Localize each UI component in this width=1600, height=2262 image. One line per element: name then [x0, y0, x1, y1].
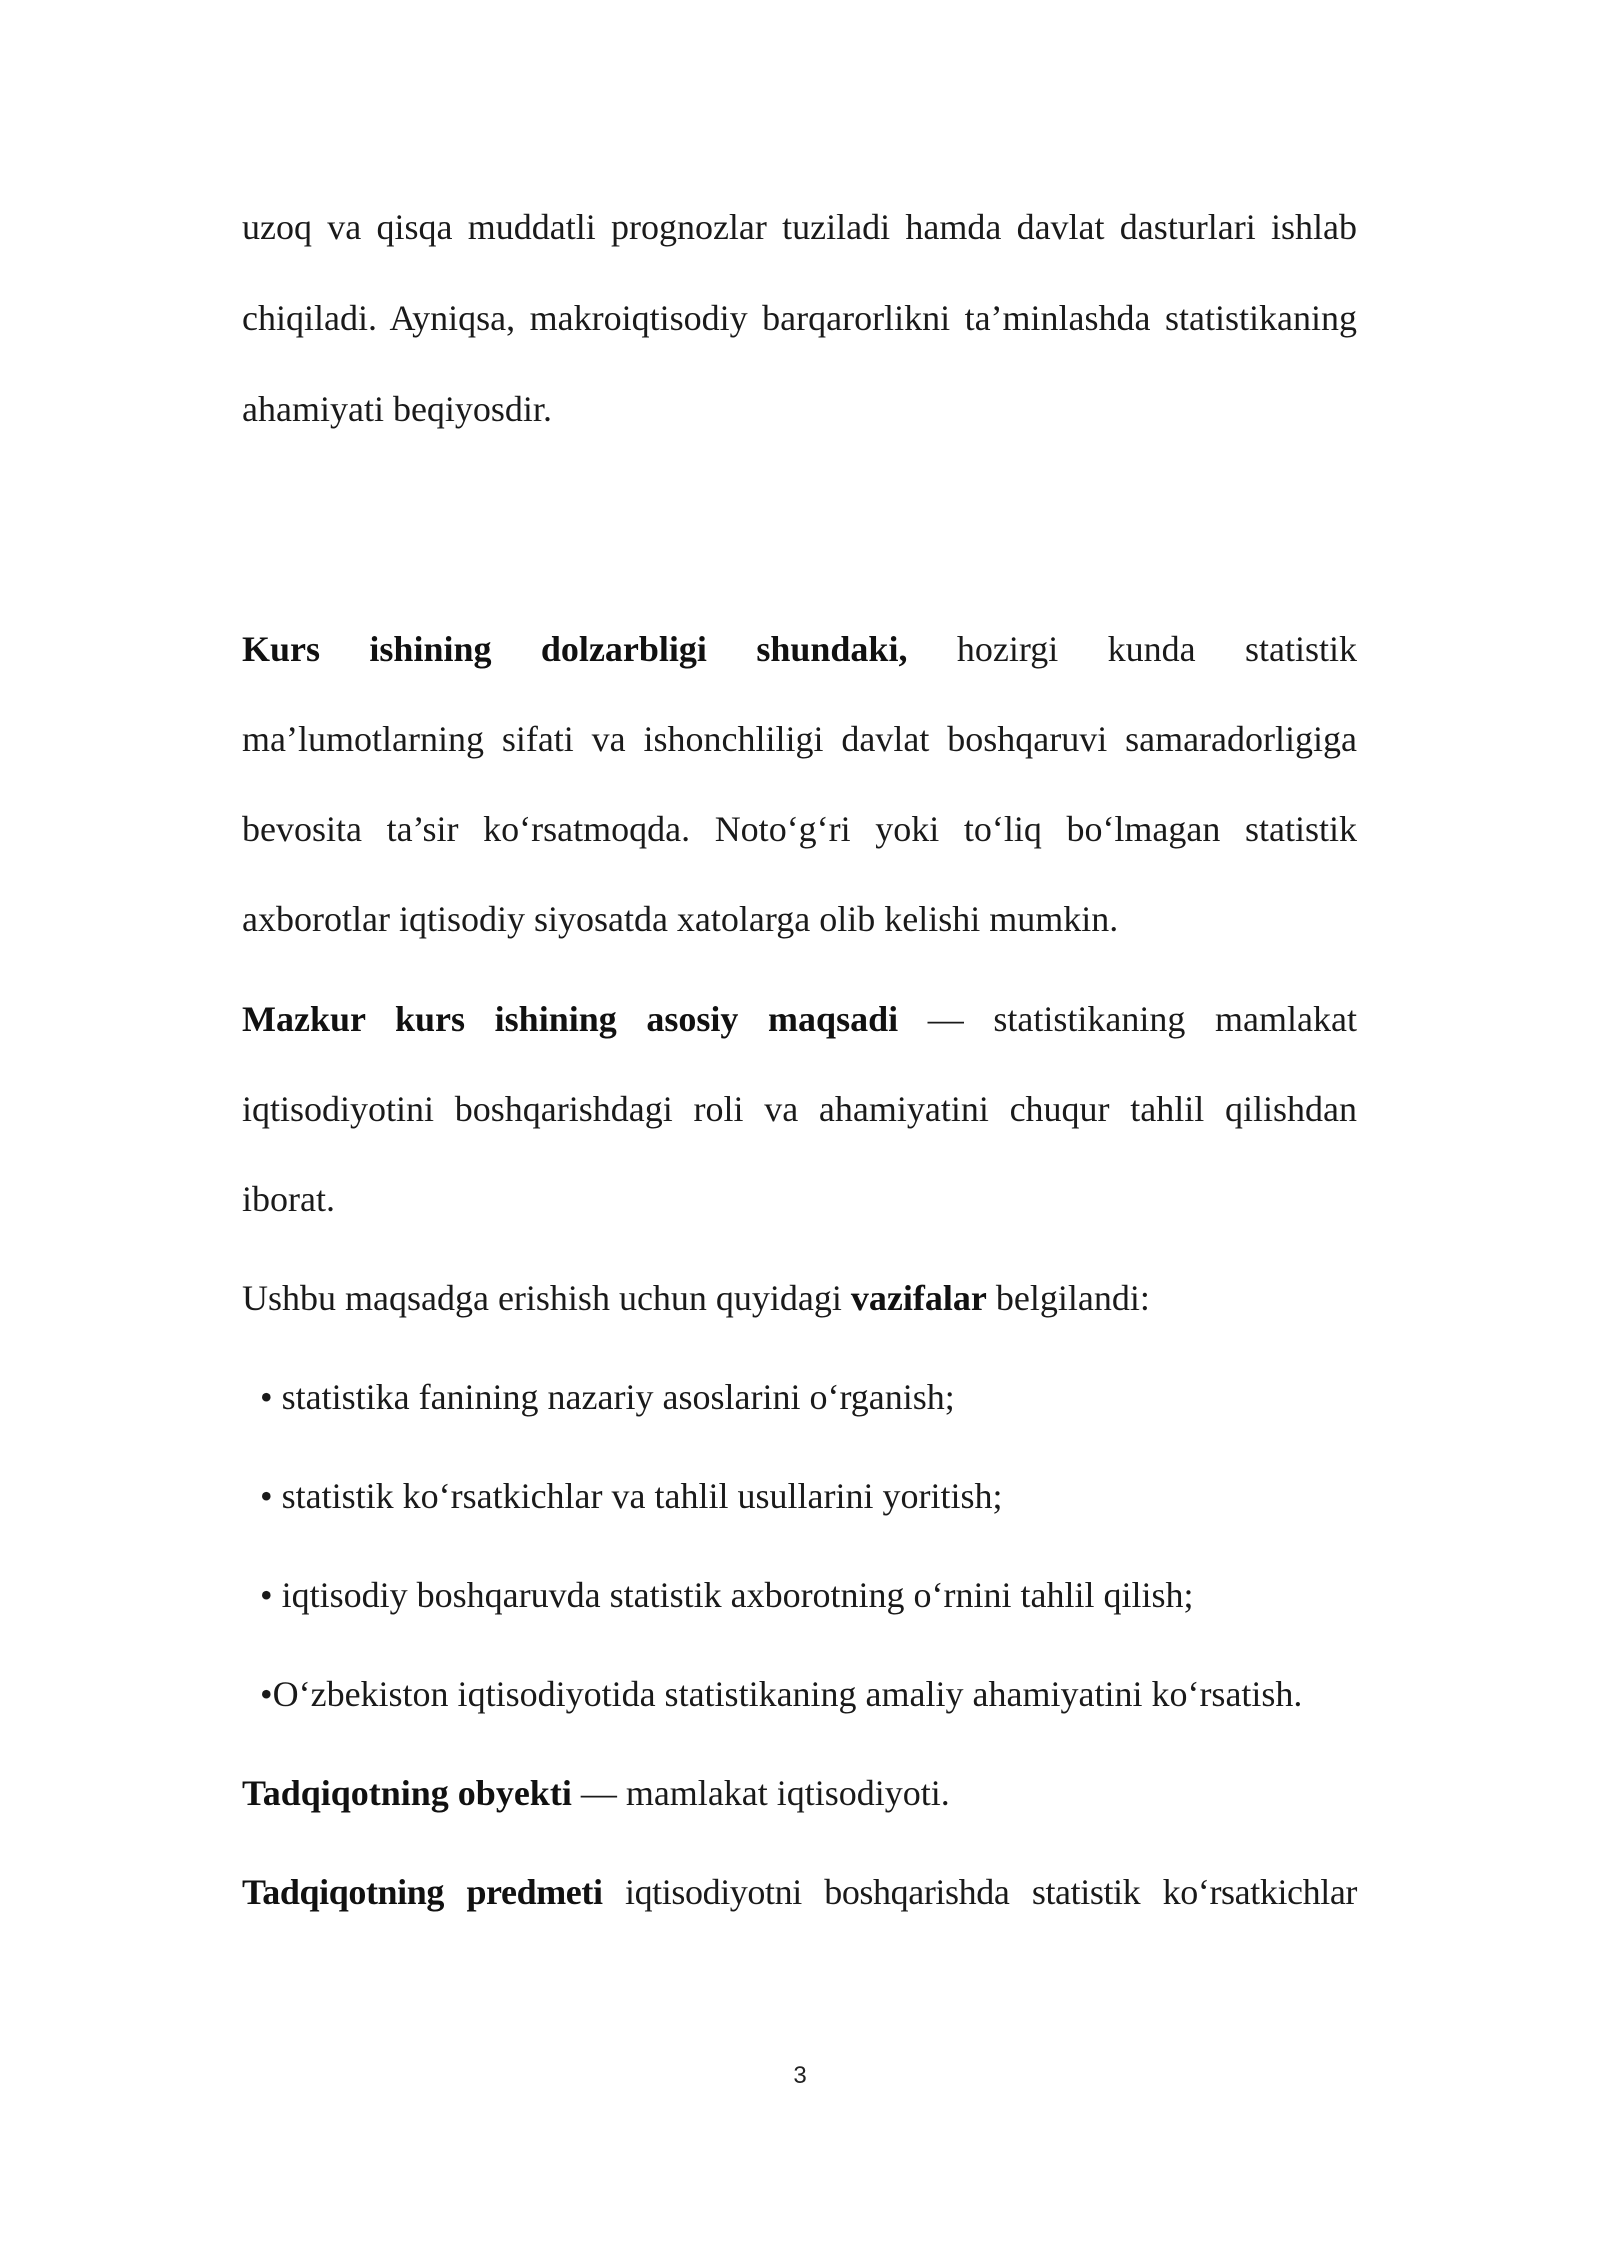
paragraph-1-line-3: ahamiyati beqiyosdir.: [242, 389, 552, 429]
page-number: 3: [793, 2062, 807, 2089]
aim-heading: Mazkur kurs ishining asosiy maqsadi: [242, 999, 899, 1039]
paragraph-2-line-2: ma’lumotlarning sifati va ishonchliligi davlat boshqaruvi samaradorligiga: [242, 719, 1357, 759]
research-subject: [242, 1870, 1357, 1914]
tasks-intro-text-after: belgilandi:: [995, 1278, 1150, 1318]
paragraph-2-line-3: bevosita ta’sir ko‘rsatmoqda. Noto‘g‘ri yoki to‘liq bo‘lmagan statistik: [242, 809, 1357, 849]
paragraph-3-line-1: [242, 997, 1357, 1041]
task-item-1: • statistika fanining nazariy asoslarini o‘rganish;: [260, 1377, 955, 1417]
task-item-2: • statistik ko‘rsatkichlar va tahlil usullarini yoritish;: [260, 1476, 1003, 1516]
page-body: [242, 205, 1358, 1912]
research-object: [242, 1771, 1357, 1815]
tasks-intro-text-before: Ushbu maqsadga erishish uchun quyidagi: [242, 1278, 842, 1318]
paragraph-2-line-4: axborotlar iqtisodiy siyosatda xatolarga olib kelishi mumkin.: [242, 899, 1119, 939]
paragraph-1-line-1: uzoq va qisqa muddatli prognozlar tuziladi hamda davlat dasturlari ishlab: [242, 207, 1357, 247]
paragraph-3-line-2: iqtisodiyotini boshqarishdagi roli va ahamiyatini chuqur tahlil qilishdan: [242, 1089, 1357, 1129]
research-subject-heading: Tadqiqotning predmeti: [242, 1872, 603, 1912]
tasks-intro: [242, 1276, 1357, 1320]
paragraph-3-line-3: iborat.: [242, 1179, 335, 1219]
paragraph-2-line-1: [242, 627, 1357, 671]
tasks-heading: vazifalar: [850, 1278, 987, 1318]
paragraph-3-line-1-text: — statistikaning mamlakat: [927, 999, 1357, 1039]
task-item-3: • iqtisodiy boshqaruvda statistik axborotning o‘rnini tahlil qilish;: [260, 1575, 1194, 1615]
task-item-4: •O‘zbekiston iqtisodiyotida statistikaning amaliy ahamiyatini ko‘rsatish.: [260, 1674, 1303, 1714]
paragraph-1-line-2: chiqiladi. Ayniqsa, makroiqtisodiy barqarorlikni ta’minlashda statistikaning: [242, 298, 1357, 338]
research-object-text: — mamlakat iqtisodiyoti.: [580, 1773, 950, 1813]
research-object-heading: Tadqiqotning obyekti: [242, 1773, 572, 1813]
relevance-heading: Kurs ishining dolzarbligi shundaki,: [242, 629, 908, 669]
paragraph-2-line-1-text: hozirgi kunda statistik: [956, 629, 1358, 669]
research-subject-text: iqtisodiyotni boshqarishda statistik ko‘rsatkichlar: [624, 1872, 1357, 1912]
